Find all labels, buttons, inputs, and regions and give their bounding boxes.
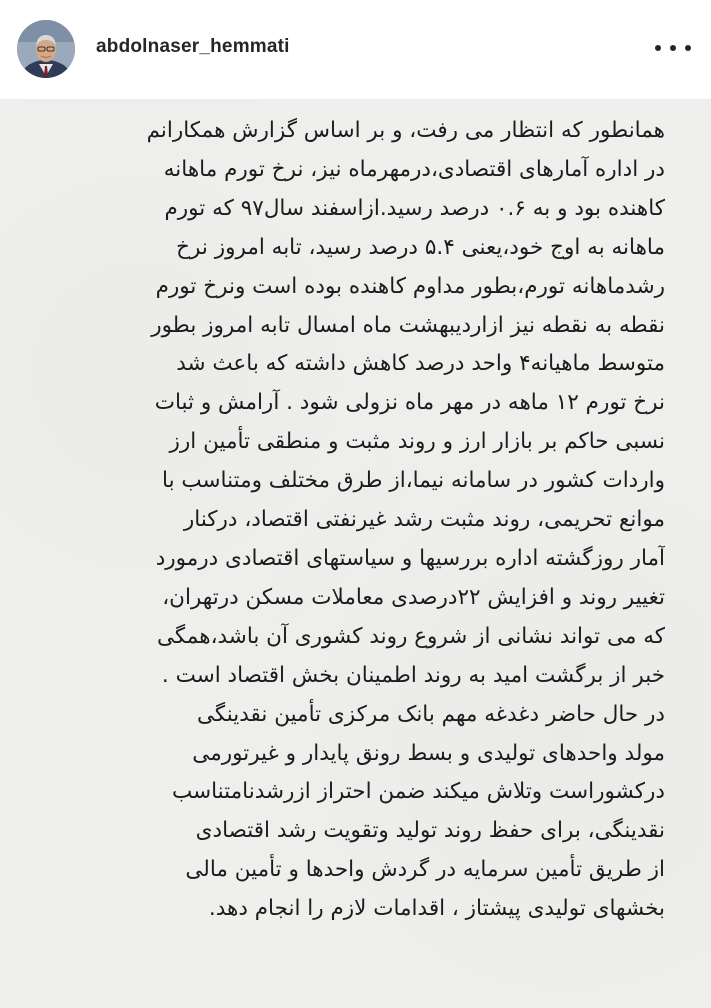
text-line: در اداره آمارهای اقتصادی،درمهرماه نیز، نرخ تورم ماهانه: [163, 156, 665, 182]
text-line: واردات کشور در سامانه نیما،از طرق مختلف ومتناسب با: [162, 468, 665, 494]
more-dot: [670, 45, 676, 51]
text-line: در حال حاضر دغدغه مهم بانک مرکزی تأمین نقدینگی: [196, 701, 665, 727]
post-text: [44, 112, 665, 929]
avatar[interactable]: [17, 20, 75, 78]
text-line: از طریق تأمین سرمایه در گردش واحدها و تأمین مالی: [185, 857, 665, 883]
text-line: رشدماهانه تورم،بطور مداوم کاهنده بوده است ونرخ تورم: [155, 273, 665, 299]
text-line: موانع تحریمی، روند مثبت رشد غیرنفتی اقتصاد، درکنار: [183, 507, 665, 533]
text-line: تغییر روند و افزایش ۲۲درصدی معاملات مسکن درتهران،: [162, 584, 665, 610]
text-line: همانطور که انتظار می رفت، و بر اساس گزارش همکارانم: [146, 118, 665, 143]
text-line: مولد واحدهای تولیدی و بسط رونق پایدار و غیرتورمی: [192, 740, 665, 766]
text-line: کاهنده بود و به ۰.۶ درصد رسید.ازاسفند سال۹۷ که تورم: [164, 195, 665, 221]
text-line: نسبی حاکم بر بازار ارز و روند مثبت و منطقی تأمین ارز: [169, 429, 665, 455]
text-line: نقدینگی، برای حفظ روند تولید وتقویت رشد اقتصادی: [195, 818, 665, 844]
profile-photo-icon: [17, 20, 75, 78]
text-line: آمار روزگشته اداره بررسیها و سیاستهای اقتصادی درمورد: [155, 545, 665, 571]
post-image[interactable]: [0, 100, 711, 1008]
post-header: [0, 0, 711, 100]
more-options-icon[interactable]: [655, 34, 691, 62]
text-line: خبر از برگشت امید به روند اطمینان بخش اقتصاد است .: [161, 662, 665, 688]
text-line: متوسط ماهیانه۴ واحد درصد کاهش داشته که باعث شد: [176, 351, 665, 377]
more-dot: [685, 45, 691, 51]
text-line: ماهانه به اوج خود،یعنی ۵.۴ درصد رسید، تابه امروز نرخ: [176, 234, 665, 260]
text-line: نرخ تورم ۱۲ ماهه در مهر ماه نزولی شود . آرامش و ثبات: [154, 390, 665, 416]
username-link[interactable]: abdolnaser_hemmati: [96, 36, 290, 57]
text-line: نقطه به نقطه نیز ازاردیبهشت ماه امسال تابه امروز بطور: [151, 312, 665, 338]
text-line: درکشوراست وتلاش میکند ضمن احتراز ازرشدنامتناسب: [172, 779, 665, 805]
text-line: بخشهای تولیدی پیشتاز ، اقدامات لازم را انجام دهد.: [208, 896, 665, 922]
text-line: که می تواند نشانی از شروع روند کشوری آن باشد،همگی: [157, 623, 665, 649]
more-dot: [655, 45, 661, 51]
